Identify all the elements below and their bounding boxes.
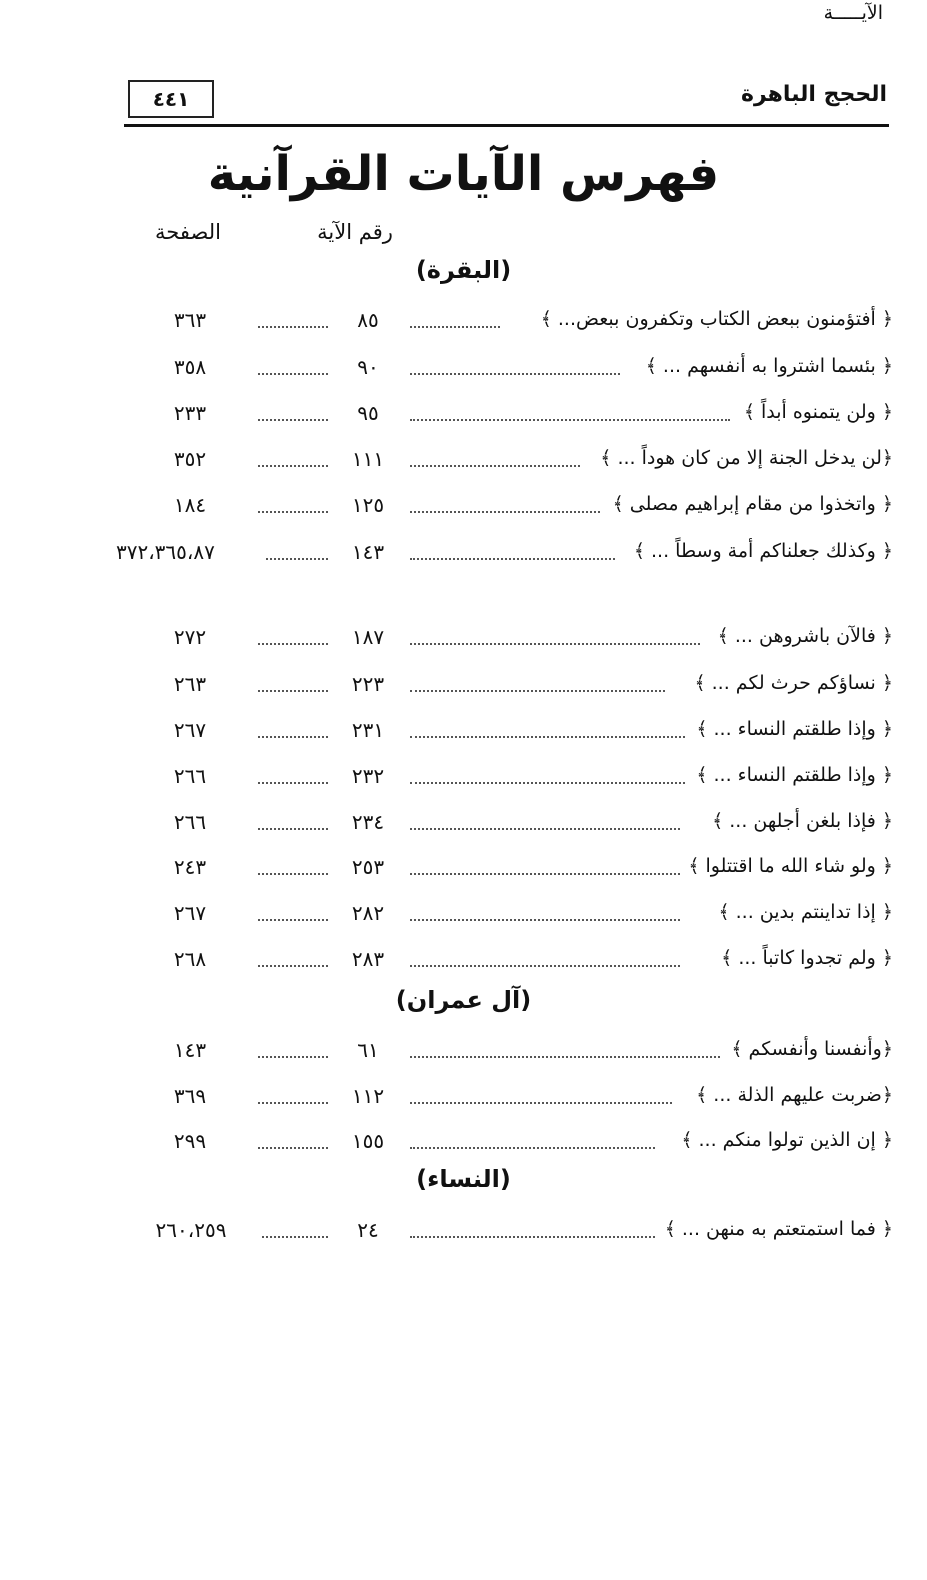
verse-number: ٩٥ xyxy=(357,401,379,425)
verse-number: ٢٣١ xyxy=(351,718,385,742)
index-row xyxy=(0,623,927,657)
page-reference: ٢٧٢ xyxy=(173,625,207,649)
page-reference: ٣٦٩ xyxy=(173,1084,207,1108)
verse-number: ١١١ xyxy=(351,447,385,471)
verse-number: ٢٨٢ xyxy=(351,901,385,925)
page-reference: ٢٦٠،٢٥٩ xyxy=(155,1218,227,1242)
leader-dots xyxy=(410,643,700,645)
page-reference: ٢٩٩ xyxy=(173,1129,207,1153)
verse-number: ١٢٥ xyxy=(351,493,385,517)
surah-heading: (آل عمران) xyxy=(395,986,532,1014)
verse-text: ﴿ إن الذين تولوا منكم ... ﴾ xyxy=(681,1129,893,1151)
page-reference: ١٨٤ xyxy=(173,493,207,517)
verse-text: ﴿ ولو شاء الله ما اقتتلوا ﴾ xyxy=(688,855,893,877)
leader-dots xyxy=(410,736,685,738)
verse-text: ﴿ضربت عليهم الذلة ... ﴾ xyxy=(696,1084,893,1106)
index-row xyxy=(0,538,927,572)
page-reference: ٣٥٢ xyxy=(173,447,207,471)
verse-text: ﴿ ولم تجدوا كاتباً ... ﴾ xyxy=(721,947,893,969)
leader-dots xyxy=(410,326,500,328)
page-reference: ٣٥٨ xyxy=(173,355,207,379)
index-row xyxy=(0,491,927,525)
verse-number: ٢٥٣ xyxy=(351,855,385,879)
index-row xyxy=(0,899,927,933)
leader-dots xyxy=(266,558,328,560)
book-title: الحجج الباهرة xyxy=(741,82,887,107)
leader-dots xyxy=(262,1236,328,1238)
verse-text: ﴿ وكذلك جعلناكم أمة وسطاً ... ﴾ xyxy=(633,540,893,562)
surah-heading: (البقرة) xyxy=(415,256,512,284)
page-reference: ٢٦٦ xyxy=(173,810,207,834)
leader-dots xyxy=(410,511,600,513)
verse-number: ١٨٧ xyxy=(351,625,385,649)
leader-dots xyxy=(258,465,328,467)
verse-text: ﴿وأنفسنا وأنفسكم ﴾ xyxy=(731,1038,893,1060)
verse-number: ٩٠ xyxy=(357,355,379,379)
index-row xyxy=(0,945,927,979)
leader-dots xyxy=(258,373,328,375)
leader-dots xyxy=(258,965,328,967)
page-reference: ٢٣٣ xyxy=(173,401,207,425)
verse-text: ﴿ نساؤكم حرث لكم ... ﴾ xyxy=(694,672,893,694)
verse-text: ﴿ فما استمتعتم به منهن ... ﴾ xyxy=(664,1218,893,1240)
leader-dots xyxy=(258,690,328,692)
verse-text: ﴿ بئسما اشتروا به أنفسهم ... ﴾ xyxy=(645,355,893,377)
page-reference: ٣٦٣ xyxy=(173,308,207,332)
page-number: ٤٤١ xyxy=(128,80,214,118)
verse-text: ﴿ ولن يتمنوه أبداً ﴾ xyxy=(743,401,893,423)
leader-dots xyxy=(410,1056,720,1058)
leader-dots xyxy=(258,326,328,328)
verse-text: ﴿ وإذا طلقتم النساء ... ﴾ xyxy=(696,718,893,740)
leader-dots xyxy=(258,828,328,830)
index-row xyxy=(0,808,927,842)
index-row xyxy=(0,853,927,887)
page-title: فهرس الآيات القرآنية xyxy=(207,146,720,202)
page-reference: ٢٤٣ xyxy=(173,855,207,879)
index-row xyxy=(0,1036,927,1070)
verse-number: ١١٢ xyxy=(351,1084,385,1108)
leader-dots xyxy=(410,965,680,967)
index-row xyxy=(0,1082,927,1116)
verse-number: ١٤٣ xyxy=(351,540,385,564)
page-reference: ٢٦٣ xyxy=(173,672,207,696)
verse-number: ٢٢٣ xyxy=(351,672,385,696)
index-row xyxy=(0,762,927,796)
index-row xyxy=(0,1216,927,1250)
verse-text: ﴿ فالآن باشروهن ... ﴾ xyxy=(717,625,893,647)
verse-number: ٢٣٤ xyxy=(351,810,385,834)
page-reference: ١٤٣ xyxy=(173,1038,207,1062)
leader-dots xyxy=(410,465,580,467)
leader-dots xyxy=(258,873,328,875)
verse-number: ٢٤ xyxy=(357,1218,379,1242)
leader-dots xyxy=(258,511,328,513)
verse-number: ١٥٥ xyxy=(351,1129,385,1153)
index-row xyxy=(0,306,927,340)
leader-dots xyxy=(410,690,665,692)
header-divider xyxy=(124,124,889,127)
leader-dots xyxy=(258,919,328,921)
leader-dots xyxy=(258,643,328,645)
verse-number: ٢٣٢ xyxy=(351,764,385,788)
index-row xyxy=(0,670,927,704)
leader-dots xyxy=(410,1147,655,1149)
leader-dots xyxy=(410,558,615,560)
page-reference: ٣٧٢،٣٦٥،٨٧ xyxy=(116,540,215,564)
leader-dots xyxy=(258,1056,328,1058)
verse-number: ٨٥ xyxy=(357,308,379,332)
leader-dots xyxy=(410,373,620,375)
column-header-verse: الآيـــــة xyxy=(823,2,883,24)
verse-text: ﴿ وإذا طلقتم النساء ... ﴾ xyxy=(696,764,893,786)
leader-dots xyxy=(410,828,680,830)
leader-dots xyxy=(258,419,328,421)
index-row xyxy=(0,445,927,479)
column-header-page: الصفحة xyxy=(155,220,221,244)
verse-text: ﴿ أفتؤمنون ببعض الكتاب وتكفرون ببعض... ﴾ xyxy=(540,308,893,330)
leader-dots xyxy=(410,782,685,784)
index-row xyxy=(0,399,927,433)
column-header-verse-number: رقم الآية xyxy=(317,220,393,244)
page-reference: ٢٦٧ xyxy=(173,901,207,925)
leader-dots xyxy=(258,782,328,784)
leader-dots xyxy=(410,1102,672,1104)
leader-dots xyxy=(258,1102,328,1104)
surah-heading: (النساء) xyxy=(416,1165,511,1193)
leader-dots xyxy=(258,736,328,738)
leader-dots xyxy=(258,1147,328,1149)
verse-text: ﴿ فإذا بلغن أجلهن ... ﴾ xyxy=(712,810,893,832)
verse-text: ﴿ واتخذوا من مقام إبراهيم مصلى ﴾ xyxy=(612,493,893,515)
index-row xyxy=(0,1127,927,1161)
verse-text: ﴿ إذا تداينتم بدين ... ﴾ xyxy=(718,901,893,923)
page-reference: ٢٦٧ xyxy=(173,718,207,742)
verse-text: ﴿لن يدخل الجنة إلا من كان هوداً ... ﴾ xyxy=(600,447,893,469)
verse-number: ٢٨٣ xyxy=(351,947,385,971)
leader-dots xyxy=(410,919,680,921)
leader-dots xyxy=(410,419,730,421)
index-row xyxy=(0,716,927,750)
index-row xyxy=(0,353,927,387)
page-reference: ٢٦٨ xyxy=(173,947,207,971)
leader-dots xyxy=(410,1236,655,1238)
verse-number: ٦١ xyxy=(357,1038,379,1062)
page-reference: ٢٦٦ xyxy=(173,764,207,788)
leader-dots xyxy=(410,873,680,875)
